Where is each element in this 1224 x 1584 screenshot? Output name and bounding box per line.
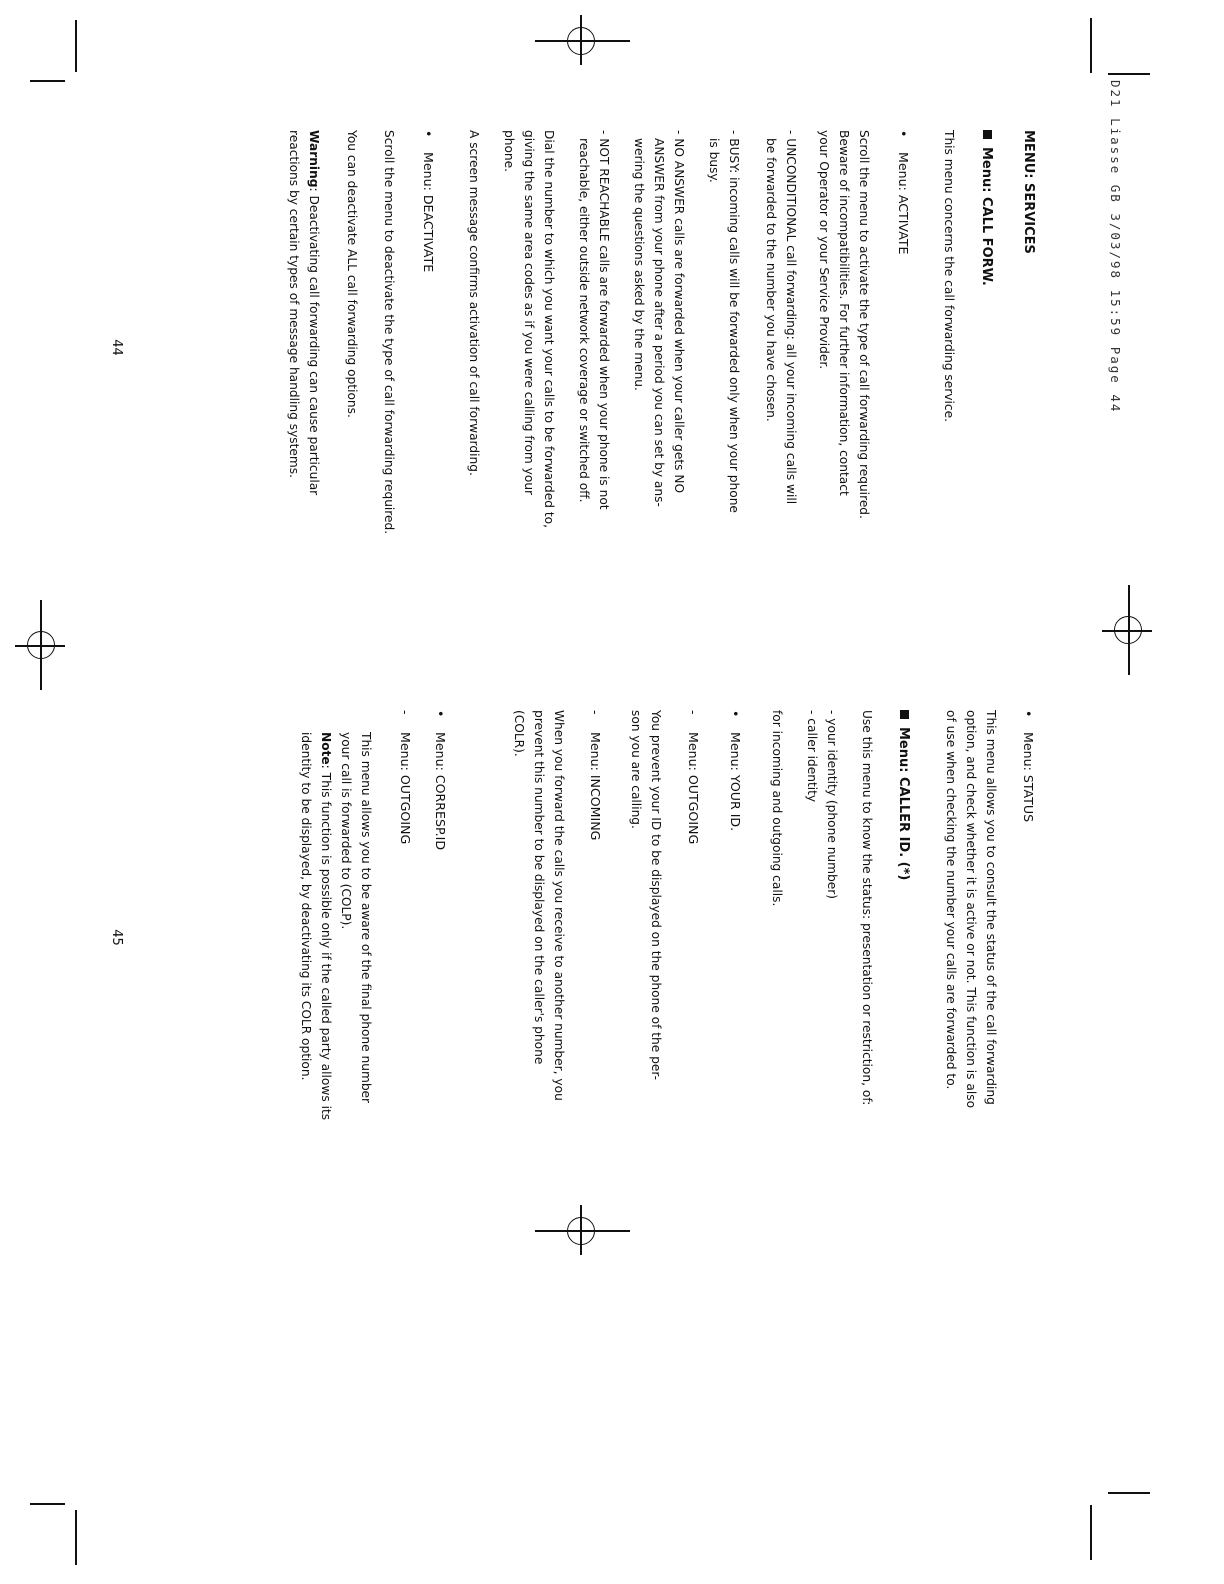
bullet-icon: • <box>1021 710 1036 718</box>
caller-item-1: - your identity (phone number) <box>825 710 839 900</box>
crop-mark <box>1108 73 1150 75</box>
bullet-icon: • <box>728 710 743 718</box>
section-heading: Menu: CALLER ID. (*) <box>896 710 910 880</box>
crop-mark <box>75 1510 77 1565</box>
crop-mark <box>30 80 65 82</box>
dash-icon: - <box>398 710 413 715</box>
menu-corresp-id: •Menu: CORRESP.ID <box>433 710 448 851</box>
menu-status: •Menu: STATUS <box>1021 710 1036 823</box>
deactivate-desc: Scroll the menu to deactivate the type of call forwarding required. <box>382 130 396 535</box>
dash-icon: - <box>686 710 701 715</box>
page-number-44: 44 <box>108 339 124 356</box>
menu-activate: •Menu: ACTIVATE <box>896 130 911 255</box>
section-square-icon <box>983 130 992 139</box>
caller-intro: Use this menu to know the status: presentation or restriction, of: <box>860 710 874 1106</box>
screen-message-text: A screen message confirms activation of call forwarding. <box>467 130 481 476</box>
menu-your-id: •Menu: YOUR ID. <box>728 710 743 832</box>
bullet-icon: • <box>421 130 436 138</box>
bullet-icon: • <box>433 710 448 718</box>
caller-for-text: for incoming and outgoing calls. <box>770 710 784 907</box>
deactivate-all-text: You can deactivate ALL call forwarding options. <box>345 130 359 418</box>
intro-text: This menu concerns the call forwarding service. <box>942 130 956 422</box>
header-text: D21 Liasse GB 3/03/98 15:59 Page 44 <box>1108 80 1123 414</box>
section-square-icon <box>900 710 909 719</box>
menu-outgoing: -Menu: OUTGOING <box>686 710 701 845</box>
note-label: Note <box>319 732 333 765</box>
crop-mark <box>1090 18 1092 73</box>
page-title: MENU: SERVICES <box>1021 130 1036 254</box>
warning-label: Warning <box>307 130 321 188</box>
crop-mark <box>1108 1492 1150 1494</box>
menu-deactivate: •Menu: DEACTIVATE <box>421 130 436 273</box>
menu-incoming: -Menu: INCOMING <box>588 710 603 841</box>
crop-mark <box>1090 1505 1092 1560</box>
crop-mark <box>30 1503 65 1505</box>
crop-mark <box>75 20 77 72</box>
bullet-icon: • <box>896 130 911 138</box>
menu-corresp-outgoing: -Menu: OUTGOING <box>398 710 413 845</box>
section-heading: Menu: CALL FORW. <box>979 130 993 286</box>
page-number-45: 45 <box>108 929 124 946</box>
caller-item-2: - caller identity <box>805 710 819 803</box>
dash-icon: - <box>588 710 603 715</box>
